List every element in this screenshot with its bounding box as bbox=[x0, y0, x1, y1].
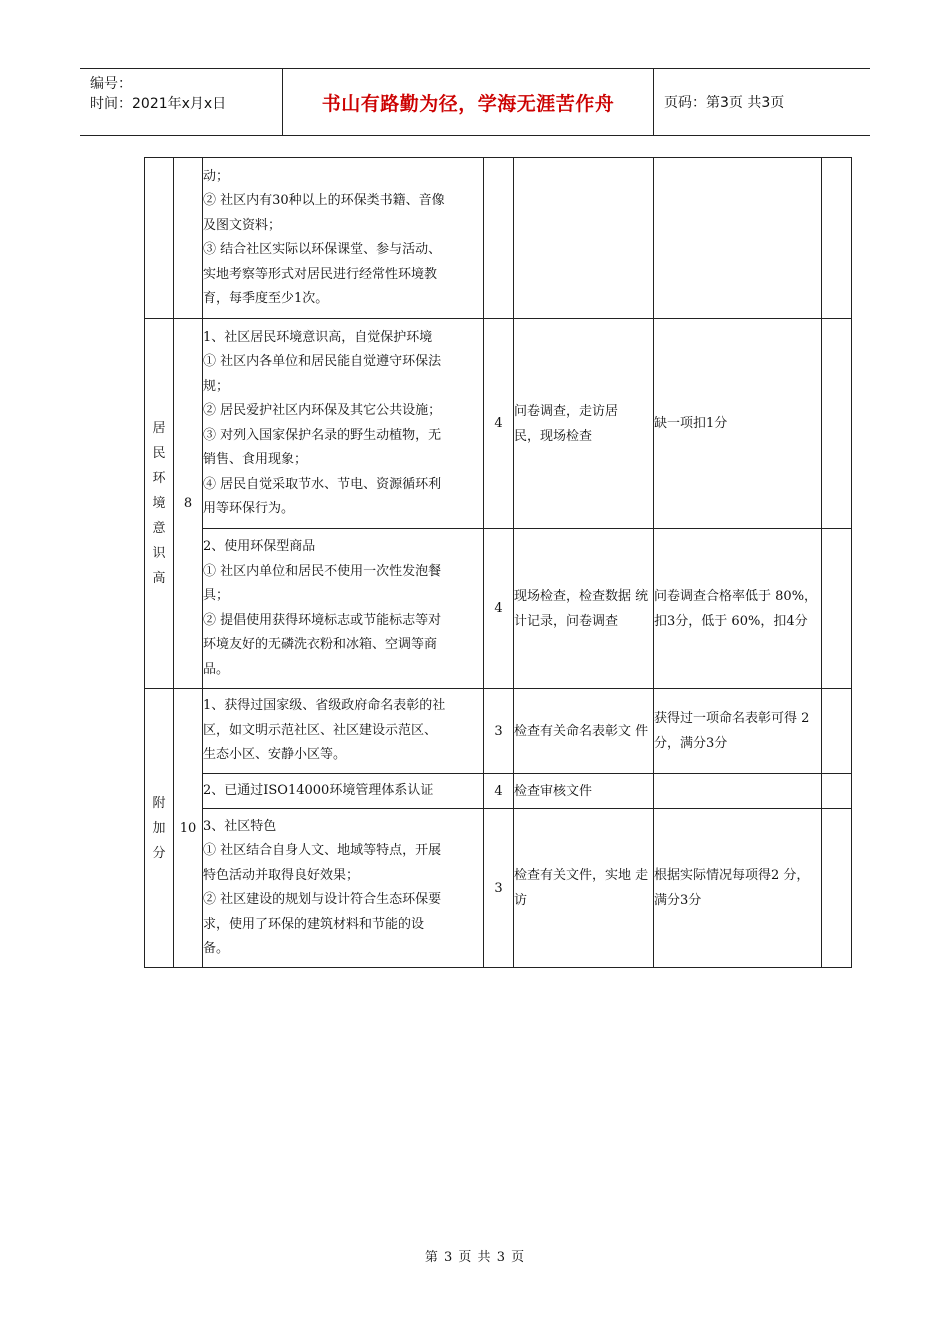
rule-line: 80%，扣3分，低于 bbox=[654, 588, 818, 629]
method-line: 检查有关文件，实地 bbox=[514, 868, 632, 883]
content-line: 实地考察等形式对居民进行经常性环境教 bbox=[203, 266, 438, 282]
score-cell bbox=[174, 158, 203, 319]
content-line: 具； bbox=[203, 588, 230, 603]
rule-cell bbox=[654, 809, 822, 968]
table-row bbox=[145, 529, 852, 689]
content-line: ① 社区内单位和居民不使用一次性发泡餐 bbox=[203, 563, 442, 579]
rule-cell bbox=[654, 158, 822, 319]
method-cell bbox=[514, 809, 654, 968]
method-cell bbox=[514, 529, 654, 689]
content-line: ② 社区建设的规划与设计符合生态环保要 bbox=[203, 892, 442, 907]
rule-cell bbox=[654, 774, 822, 809]
method-cell bbox=[514, 158, 654, 319]
method-line: 检查审核文件 bbox=[514, 783, 593, 799]
table-row bbox=[145, 689, 852, 774]
content-line: 及图文资料； bbox=[203, 217, 282, 233]
content-line: ④ 居民自觉采取节水、节电、资源循环利 bbox=[203, 476, 442, 492]
category-cell bbox=[145, 319, 174, 689]
content-cell bbox=[203, 529, 484, 689]
content-line: 求，使用了环保的建筑材料和节能的设 bbox=[203, 916, 425, 932]
evaluation-table bbox=[144, 157, 852, 968]
rule-line: 分，满分3分 bbox=[654, 868, 810, 908]
time-label: 时间：2021年x月x日 bbox=[90, 96, 227, 112]
content-line: 生态小区、安静小区等。 bbox=[203, 747, 347, 763]
points-cell: 3 bbox=[484, 689, 514, 774]
footer-page-number: 第 3 页 共 3 页 bbox=[424, 1250, 526, 1265]
remark-cell bbox=[822, 774, 852, 809]
points-cell: 4 bbox=[484, 319, 514, 529]
method-line: 民，现场检查 bbox=[514, 428, 593, 444]
rule-cell bbox=[654, 689, 822, 774]
table-row bbox=[145, 809, 852, 968]
remark-cell bbox=[822, 158, 852, 319]
method-line: 走访 bbox=[514, 868, 649, 908]
content-line: 特色活动并取得良好效果； bbox=[203, 867, 360, 883]
page-footer bbox=[0, 1246, 950, 1265]
content-line: 区，如文明示范社区、社区建设示范区、 bbox=[203, 722, 438, 738]
rule-line: 根据实际情况每项得2 bbox=[654, 868, 780, 883]
rule-line: 问卷调查合格率低于 bbox=[654, 588, 772, 604]
content-line: 品。 bbox=[203, 661, 230, 677]
remark-cell bbox=[822, 689, 852, 774]
content-line: ③ 对列入国家保护名录的野生动植物，无 bbox=[203, 427, 442, 443]
method-line: 问卷调查，走访居 bbox=[514, 403, 619, 419]
content-line: 动； bbox=[203, 168, 230, 184]
method-cell bbox=[514, 774, 654, 809]
category-label: 居民环境意识高 bbox=[152, 421, 166, 586]
content-cell bbox=[203, 774, 484, 809]
rule-line: 缺一项扣1分 bbox=[654, 416, 728, 431]
header-slogan: 书山有路勤为径，学海无涯苦作舟 bbox=[282, 69, 654, 135]
content-line: 环境友好的无磷洗衣粉和冰箱、空调等商 bbox=[203, 637, 438, 652]
content-line: ① 社区结合自身人文、地域等特点，开展 bbox=[203, 843, 442, 858]
category-cell bbox=[145, 689, 174, 968]
content-cell bbox=[203, 319, 484, 529]
content-cell bbox=[203, 809, 484, 968]
content-line: ① 社区内各单位和居民能自觉遵守环保法 bbox=[203, 354, 442, 369]
content-line: 2、已通过ISO14000环境管理体系认证 bbox=[203, 782, 434, 798]
content-cell bbox=[203, 158, 484, 319]
method-cell bbox=[514, 319, 654, 529]
points-cell: 4 bbox=[484, 774, 514, 809]
points-cell: 3 bbox=[484, 809, 514, 968]
table-row bbox=[145, 319, 852, 529]
content-line: 1、获得过国家级、省级政府命名表彰的社 bbox=[203, 698, 446, 714]
content-line: 3、社区特色 bbox=[203, 818, 277, 834]
number-label: 编号： bbox=[90, 76, 132, 92]
content-line: 销售、食用现象； bbox=[203, 452, 308, 467]
remark-cell bbox=[822, 809, 852, 968]
page-header bbox=[80, 68, 870, 136]
remark-cell bbox=[822, 319, 852, 529]
content-line: 1、社区居民环境意识高，自觉保护环境 bbox=[203, 329, 433, 345]
points-cell bbox=[484, 158, 514, 319]
points-cell: 4 bbox=[484, 529, 514, 689]
method-line: 件 bbox=[635, 723, 649, 739]
header-left-cell bbox=[80, 69, 282, 135]
remark-cell bbox=[822, 529, 852, 689]
content-cell bbox=[203, 689, 484, 774]
content-line: 备。 bbox=[203, 941, 230, 956]
score-cell: 10 bbox=[174, 689, 203, 968]
rule-cell bbox=[654, 319, 822, 529]
method-line: 现场检查，检查数据 bbox=[514, 588, 632, 604]
content-line: 育，每季度至少1次。 bbox=[203, 291, 329, 306]
method-line: 统计记录，问卷调查 bbox=[514, 588, 649, 629]
content-line: ② 社区内有30种以上的环保类书籍、音像 bbox=[203, 193, 445, 208]
table-row bbox=[145, 774, 852, 809]
method-cell bbox=[514, 689, 654, 774]
category-label: 附加分 bbox=[152, 795, 166, 861]
content-line: ② 居民爱护社区内环保及其它公共设施； bbox=[203, 403, 442, 418]
rule-line: 获得过一项命名表彰可得 bbox=[654, 711, 798, 726]
table-row bbox=[145, 158, 852, 319]
method-line: 检查有关命名表彰文 bbox=[514, 723, 632, 739]
rule-line: 60%，扣4分 bbox=[731, 613, 808, 629]
category-cell bbox=[145, 158, 174, 319]
content-line: ② 提倡使用获得环境标志或节能标志等对 bbox=[203, 612, 442, 628]
rule-line: 2分，满分3分 bbox=[654, 711, 810, 751]
content-line: 2、使用环保型商品 bbox=[203, 539, 316, 554]
header-page-label: 页码：第3页 共3页 bbox=[664, 95, 785, 111]
content-line: ③ 结合社区实际以环保课堂、参与活动、 bbox=[203, 242, 442, 257]
content-line: 用等环保行为。 bbox=[203, 501, 295, 516]
score-cell: 8 bbox=[174, 319, 203, 689]
content-line: 规； bbox=[203, 378, 230, 394]
rule-cell bbox=[654, 529, 822, 689]
